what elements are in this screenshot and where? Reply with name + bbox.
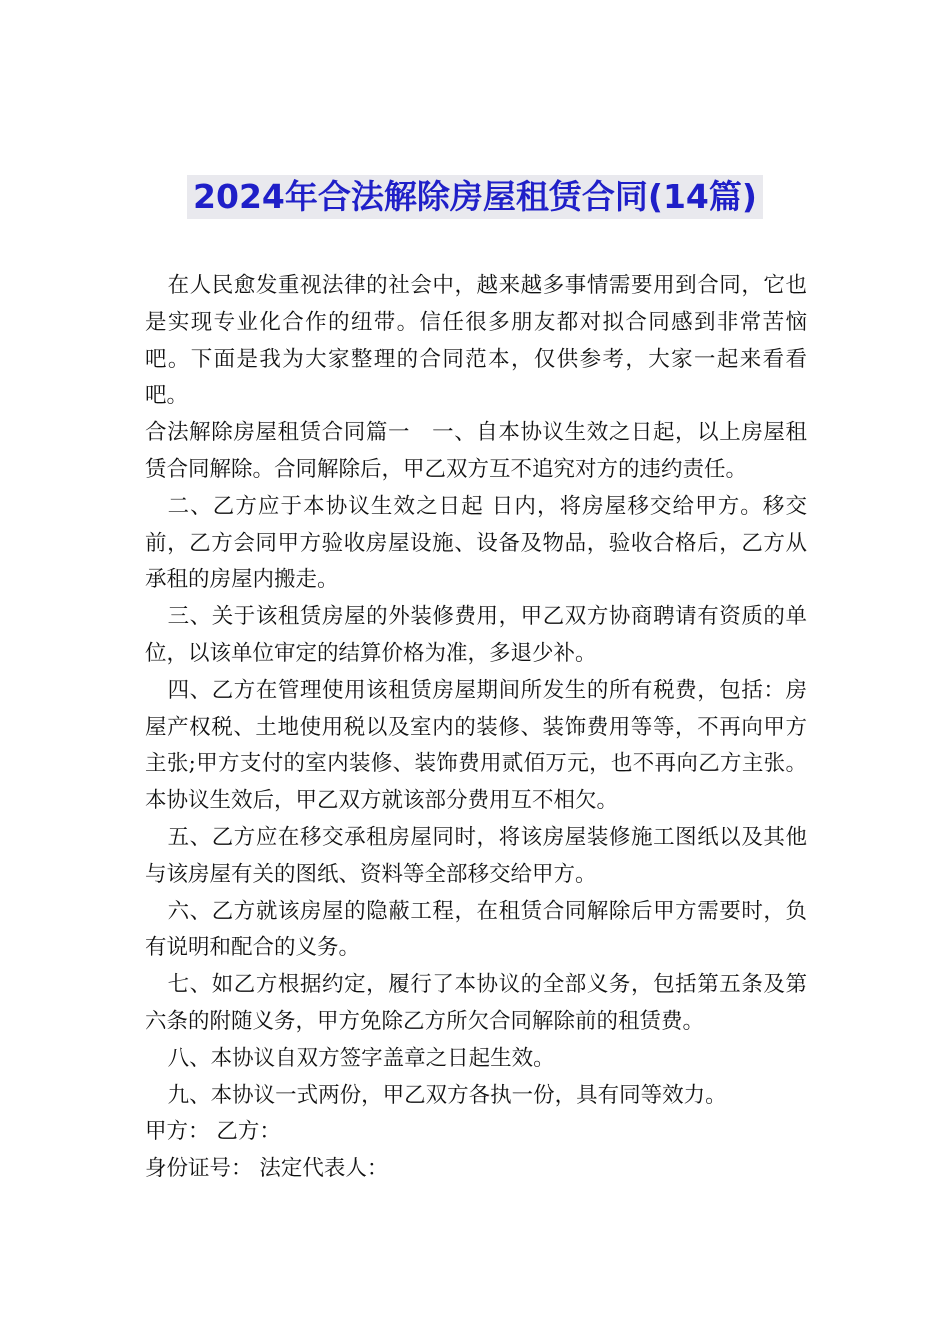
title-container: [0, 175, 950, 219]
intro-paragraph: 在人民愈发重视法律的社会中，越来越多事情需要用到合同，它也是实现专业化合作的纽带。信任很多朋友都对拟合同感到非常苦恼吧。下面是我为大家整理的合同范本，仅供参考，大家一起来看看吧。: [145, 273, 807, 409]
clause-1: 合法解除房屋租赁合同篇一 一、自本协议生效之日起，以上房屋租赁合同解除。合同解除后，甲乙双方互不追究对方的违约责任。: [145, 420, 807, 482]
clause-6: 六、乙方就该房屋的隐蔽工程，在租赁合同解除后甲方需要时，负有说明和配合的义务。: [145, 898, 807, 961]
clause-7: 七、如乙方根据约定，履行了本协议的全部义务，包括第五条及第六条的附随义务，甲方免除乙方所欠合同解除前的租赁费。: [145, 972, 807, 1034]
clause-3: 三、关于该租赁房屋的外装修费用，甲乙双方协商聘请有资质的单位，以该单位审定的结算价格为准，多退少补。: [145, 604, 807, 666]
signature-ids: 身份证号： 法定代表人：: [145, 1156, 389, 1182]
document-title: 2024年合法解除房屋租赁合同(14篇): [187, 175, 763, 219]
clause-8: 八、本协议自双方签字盖章之日起生效。: [167, 1045, 555, 1071]
clause-2: 二、乙方应于本协议生效之日起 日内，将房屋移交给甲方。移交前，乙方会同甲方验收房屋设施、设备及物品，验收合格后，乙方从承租的房屋内搬走。: [145, 493, 807, 593]
clause-4: 四、乙方在管理使用该租赁房屋期间所发生的所有税费，包括：房屋产权税、土地使用税以及室内的装修、装饰费用等等，不再向甲方主张;甲方支付的室内装修、装饰费用贰佰万元，也不再向乙方主张。本协议生效后，甲乙双方就该部分费用互不相欠。: [145, 677, 807, 814]
clause-9: 九、本协议一式两份，甲乙双方各执一份，具有同等效力。: [167, 1082, 727, 1108]
signature-parties: 甲方： 乙方：: [145, 1119, 281, 1145]
document-body: [145, 268, 807, 1188]
clause-5: 五、乙方应在移交承租房屋同时，将该房屋装修施工图纸以及其他与该房屋有关的图纸、资料等全部移交给甲方。: [145, 824, 807, 887]
